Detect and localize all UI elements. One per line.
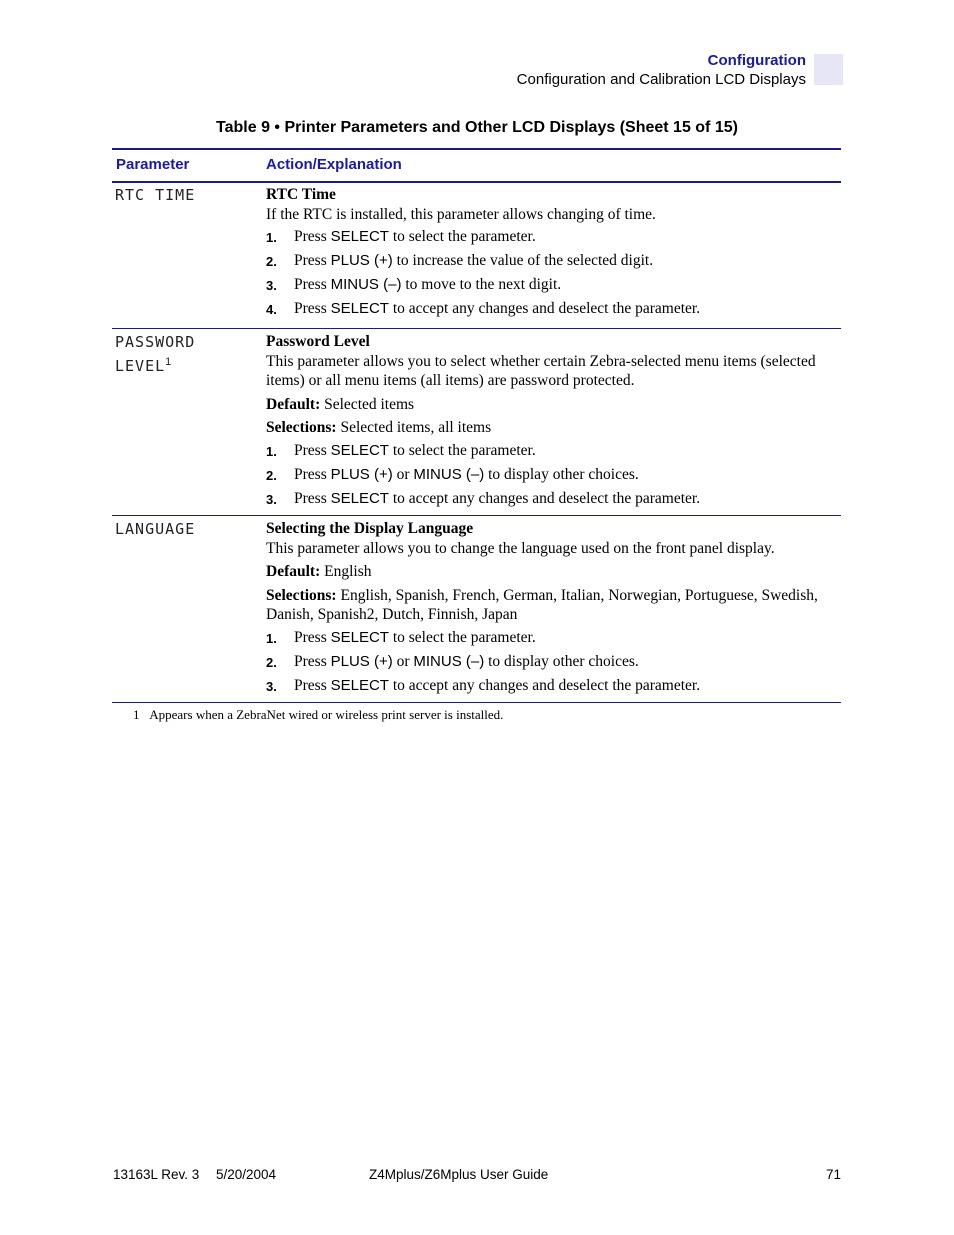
key-name: PLUS (+) bbox=[330, 652, 393, 670]
step-text: Press bbox=[294, 441, 331, 459]
lcd-parameter-language: LANGUAGE bbox=[115, 520, 196, 538]
step-text: Press bbox=[294, 252, 331, 269]
lcd-parameter-password-level bbox=[115, 332, 195, 376]
lcd-parameter-rtc-time: RTC TIME bbox=[115, 186, 196, 204]
selections-line bbox=[266, 418, 826, 438]
default-label: Default: bbox=[266, 563, 321, 580]
footnote-marker: 1 bbox=[165, 356, 172, 368]
table-caption: Table 9 • Printer Parameters and Other LCD Displays (Sheet 15 of 15) bbox=[216, 119, 738, 136]
row-title: Selecting the Display Language bbox=[266, 520, 474, 537]
step-text: or bbox=[392, 465, 414, 483]
step-text: to move to the next digit. bbox=[401, 276, 562, 293]
step-number: 3. bbox=[266, 491, 277, 507]
selections-line bbox=[266, 586, 826, 625]
step-text: or bbox=[392, 652, 414, 670]
key-name: SELECT bbox=[330, 300, 389, 317]
default-value: Selected items bbox=[320, 395, 415, 413]
row-divider bbox=[112, 328, 841, 329]
step-text: Press bbox=[294, 628, 331, 646]
key-name: SELECT bbox=[330, 676, 389, 694]
row-description: If the RTC is installed, this parameter allows changing of time. bbox=[266, 205, 656, 223]
step-text: to accept any changes and deselect the parameter. bbox=[388, 489, 701, 507]
row-title: RTC Time bbox=[266, 186, 336, 203]
step-number: 3. bbox=[266, 678, 277, 694]
step-item bbox=[266, 441, 826, 461]
key-name: SELECT bbox=[330, 628, 389, 646]
step-text: to select the parameter. bbox=[388, 628, 536, 646]
key-name: PLUS (+) bbox=[330, 465, 393, 483]
step-text: Press bbox=[294, 465, 331, 483]
lcd-text: LEVEL bbox=[115, 357, 166, 375]
step-text: to accept any changes and deselect the parameter. bbox=[388, 676, 701, 694]
step-text: to accept any changes and deselect the parameter. bbox=[388, 300, 701, 317]
steps-list bbox=[266, 227, 826, 319]
step-text: Press bbox=[294, 652, 331, 670]
step-number: 2. bbox=[266, 654, 277, 670]
column-header-action: Action/Explanation bbox=[266, 156, 402, 173]
step-number: 1. bbox=[266, 630, 277, 646]
subsection-title: Configuration and Calibration LCD Displays bbox=[516, 71, 806, 88]
key-name: SELECT bbox=[330, 441, 389, 459]
table-row-language bbox=[266, 519, 826, 700]
step-text: to increase the value of the selected digit. bbox=[392, 252, 654, 269]
selections-label: Selections: bbox=[266, 586, 337, 604]
lcd-line: PASSWORD bbox=[115, 333, 196, 351]
page-tab-marker bbox=[814, 54, 843, 85]
step-text: Press bbox=[294, 228, 331, 245]
key-name: PLUS (+) bbox=[330, 252, 393, 269]
footer-doc-id: 13163L Rev. 3 bbox=[113, 1167, 200, 1182]
footer-title: Z4Mplus/Z6Mplus User Guide bbox=[369, 1167, 549, 1182]
table-top-rule bbox=[112, 148, 841, 150]
step-text: Press bbox=[294, 676, 331, 694]
step-text: Press bbox=[294, 276, 331, 293]
step-number: 4. bbox=[266, 302, 277, 317]
step-item bbox=[266, 489, 826, 509]
step-item bbox=[266, 251, 826, 271]
section-title: Configuration bbox=[707, 52, 806, 69]
steps-list bbox=[266, 441, 826, 509]
key-name: MINUS (–) bbox=[413, 652, 485, 670]
key-name: SELECT bbox=[330, 489, 389, 507]
step-item bbox=[266, 275, 826, 295]
key-name: SELECT bbox=[330, 228, 389, 245]
table-header-rule bbox=[112, 181, 841, 183]
selections-value: Selected items, all items bbox=[336, 419, 492, 436]
table-footnote bbox=[133, 707, 503, 723]
column-header-parameter: Parameter bbox=[116, 156, 190, 173]
page-number: 71 bbox=[825, 1167, 841, 1182]
selections-value: English, Spanish, French, German, Italian, Norwegian, Portuguese, Swedish, Danish, Spanish2, Dutch, Finnish, Japan bbox=[266, 586, 818, 623]
table-bottom-rule bbox=[112, 702, 841, 703]
row-description: This parameter allows you to change the language used on the front panel display. bbox=[266, 539, 775, 557]
step-text: to select the parameter. bbox=[388, 441, 536, 459]
step-item bbox=[266, 676, 826, 696]
step-item bbox=[266, 227, 826, 247]
default-value: English bbox=[320, 563, 372, 580]
selections-label: Selections: bbox=[266, 419, 337, 436]
row-description: This parameter allows you to select whether certain Zebra-selected menu items (selected items) or all menu items (all items) are password protected. bbox=[266, 352, 816, 389]
lcd-line bbox=[115, 352, 195, 376]
step-text: Press bbox=[294, 300, 331, 317]
step-text: to display other choices. bbox=[484, 465, 639, 483]
key-name: MINUS (–) bbox=[413, 465, 485, 483]
step-item bbox=[266, 628, 826, 648]
step-number: 1. bbox=[266, 230, 277, 245]
row-title: Password Level bbox=[266, 333, 370, 350]
footnote-number: 1 bbox=[133, 707, 140, 722]
step-text: to select the parameter. bbox=[388, 228, 536, 245]
step-number: 2. bbox=[266, 467, 277, 483]
step-number: 2. bbox=[266, 254, 277, 269]
table-row-rtc-time bbox=[266, 185, 826, 323]
default-label: Default: bbox=[266, 395, 321, 413]
key-name: MINUS (–) bbox=[330, 276, 402, 293]
footnote-text: Appears when a ZebraNet wired or wireless print server is installed. bbox=[149, 707, 504, 722]
step-number: 3. bbox=[266, 278, 277, 293]
steps-list bbox=[266, 628, 826, 696]
step-item bbox=[266, 652, 826, 672]
step-item bbox=[266, 465, 826, 485]
default-line bbox=[266, 395, 826, 415]
step-number: 1. bbox=[266, 443, 277, 459]
step-text: Press bbox=[294, 489, 331, 507]
footer-date: 5/20/2004 bbox=[216, 1167, 277, 1182]
default-line bbox=[266, 562, 826, 582]
row-divider bbox=[112, 515, 841, 516]
table-row-password-level bbox=[266, 332, 826, 513]
step-text: to display other choices. bbox=[484, 652, 639, 670]
step-item bbox=[266, 299, 826, 319]
